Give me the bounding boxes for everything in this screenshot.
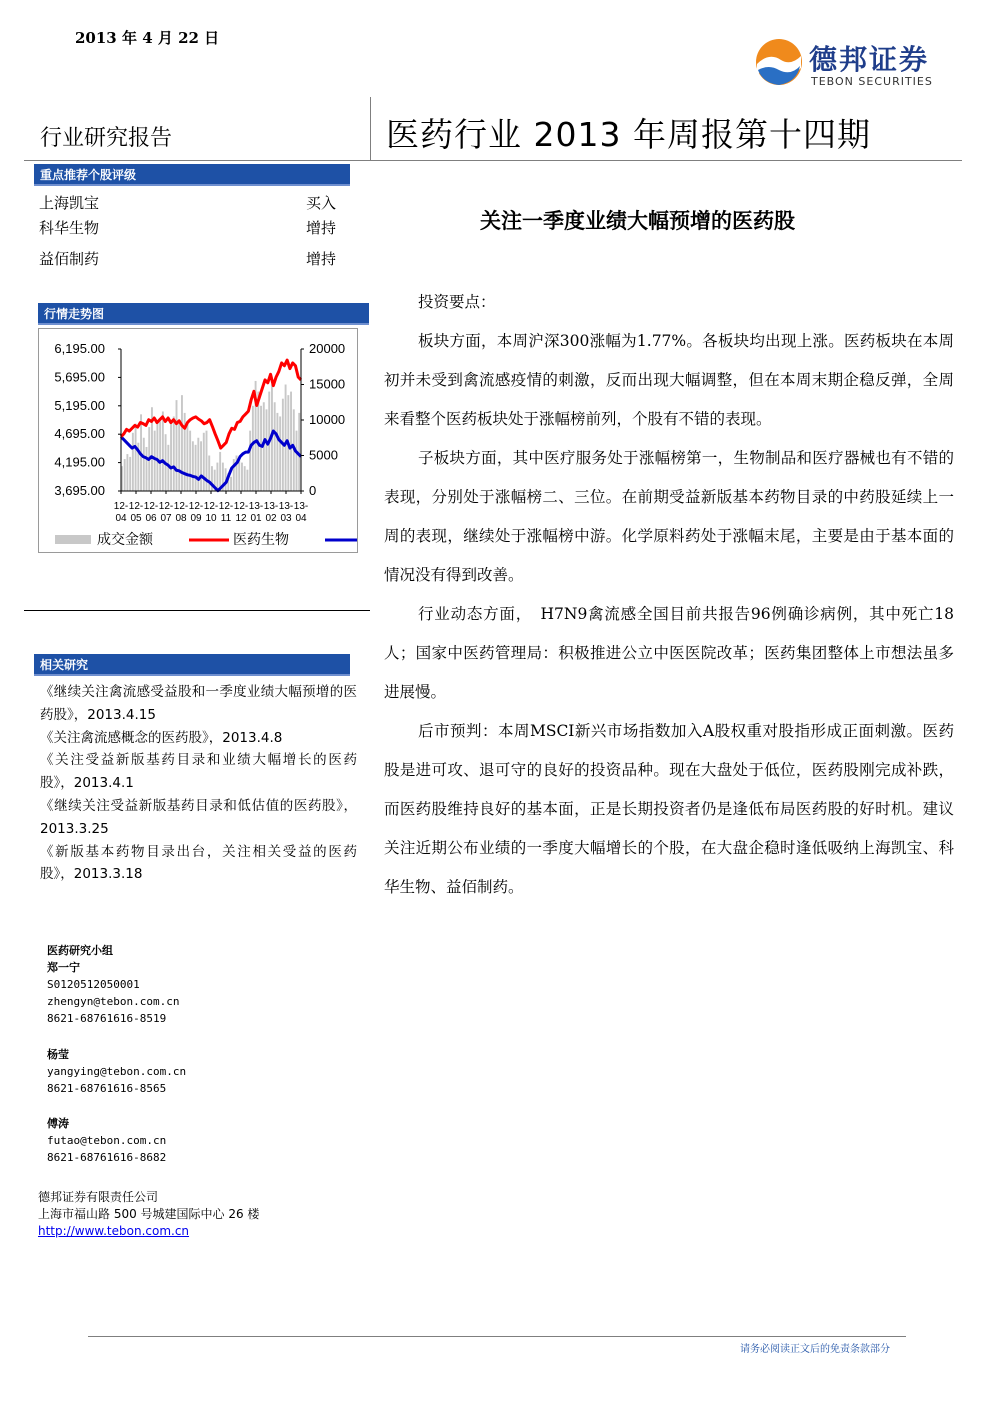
analyst-email: futao@tebon.com.cn [47, 1134, 167, 1147]
volume-bar [197, 438, 199, 491]
x-tick-label: 13- [278, 501, 294, 512]
section-divider [24, 610, 370, 611]
volume-bar [208, 456, 210, 492]
footer-disclaimer: 请务必阅读正文后的免责条款部分 [740, 1344, 890, 1355]
left-tick-label: 4,695.00 [54, 426, 105, 442]
volume-bar [135, 424, 137, 491]
x-tick-label: 12- [173, 501, 189, 512]
related-item: 《关注禽流感概念的医药股》，2013.4.8 [40, 729, 283, 746]
volume-bar [219, 452, 221, 491]
article-paragraph: 投资要点： [418, 293, 496, 311]
x-tick-label: 03 [280, 513, 292, 524]
stock-rating: 买入 [306, 194, 337, 212]
x-tick-label: 07 [160, 513, 172, 524]
analyst-email: zhengyn@tebon.com.cn [47, 995, 180, 1008]
x-tick-label: 01 [250, 513, 262, 524]
logo-text-en: TEBON SECURITIES [811, 75, 933, 88]
x-tick-label: 12- [218, 501, 234, 512]
x-tick-label: 02 [265, 513, 277, 524]
volume-bar [216, 463, 218, 491]
related-item: 《关注受益新版基药目录和业绩大幅增长的医药股》，2013.4.1 [40, 752, 357, 792]
x-tick-label: 12- [233, 501, 249, 512]
company-name: 德邦证券有限责任公司 [38, 1190, 159, 1204]
left-tick-label: 4,195.00 [54, 454, 105, 470]
analyst-license: S0120512050001 [47, 978, 140, 991]
trend-section-title: 行情走势图 [38, 303, 369, 325]
left-tick-label: 5,195.00 [54, 397, 105, 413]
volume-bar [246, 470, 248, 491]
volume-bar [274, 402, 276, 491]
x-tick-label: 04 [295, 513, 307, 524]
volume-bar [186, 422, 188, 491]
volume-bar [276, 413, 278, 491]
volume-bar [298, 413, 300, 491]
stock-name: 科华生物 [39, 219, 100, 237]
volume-bar [195, 445, 197, 491]
volume-bar [200, 441, 202, 491]
volume-bar [146, 447, 148, 491]
article-paragraph: 后市预判：本周MSCI新兴市场指数加入A股权重对股指形成正面刺激。医药股是进可攻、退可守的良好的投资品种。现在大盘处于低位，医药股刚完成补跌，而医药股维持良好的基本面，正是长期投资者仍是逢低布局医药股的好时机。建议关注近期公布业绩的一季度大幅增长的个股，在大盘企稳时逢低吸纳上海凯宝、科华生物、益佰制药。 [384, 722, 954, 896]
volume-bar [241, 463, 243, 491]
volume-bar [129, 457, 131, 491]
report-type: 行业研究报告 [40, 126, 173, 151]
x-tick-label: 06 [145, 513, 157, 524]
related-item: 《继续关注禽流感受益股和一季度业绩大幅预增的医药股》，2013.4.15 [40, 684, 357, 723]
article-subtitle: 关注一季度业绩大幅预增的医药股 [480, 208, 795, 233]
analyst-name: 杨莹 [47, 1048, 69, 1061]
stock-name: 益佰制药 [39, 250, 100, 268]
x-tick-label: 13- [263, 501, 279, 512]
volume-bar [173, 416, 175, 491]
volume-bar [285, 385, 287, 492]
analyst-email: yangying@tebon.com.cn [47, 1065, 187, 1078]
x-tick-label: 08 [175, 513, 187, 524]
analyst-phone: 8621-68761616-8519 [47, 1012, 167, 1025]
header-divider [24, 160, 962, 161]
article-paragraph: 子板块方面，其中医疗服务处于涨幅榜第一，生物制品和医疗器械也有不错的表现，分别处于涨幅榜二、三位。在前期受益新版基本药物目录的中药股延续上一周的表现，继续处于涨幅榜中游。化学原料药处于涨幅末尾，主要是由于基本面的情况没有得到改善。 [384, 449, 954, 584]
volume-bar [156, 420, 158, 491]
right-tick-label: 15000 [309, 376, 346, 392]
analyst-name: 郑一宁 [47, 961, 80, 974]
x-tick-label: 12 [235, 513, 247, 524]
x-tick-label: 12- [203, 501, 219, 512]
analyst-contact [47, 1115, 166, 1166]
logo-text-cn: 德邦证券 [809, 43, 930, 76]
trend-chart [38, 328, 358, 553]
volume-bar [178, 424, 180, 491]
volume-bar [189, 431, 191, 491]
company-address: 上海市福山路 500 号城建国际中心 26 楼 [38, 1207, 260, 1221]
analyst-phone: 8621-68761616-8565 [47, 1082, 167, 1095]
volume-bar [296, 431, 298, 491]
right-tick-label: 0 [309, 483, 317, 498]
volume-bar [203, 433, 205, 491]
x-tick-label: 11 [220, 513, 232, 524]
right-tick-label: 10000 [309, 412, 346, 427]
volume-bar [252, 406, 254, 491]
team-title: 医药研究小组 [47, 944, 113, 957]
x-tick-label: 12- [113, 501, 129, 512]
x-tick-label: 04 [115, 513, 127, 524]
volume-bar [124, 459, 126, 491]
volume-bar [279, 416, 281, 491]
volume-bar [230, 477, 232, 491]
x-tick-label: 10 [205, 513, 217, 524]
volume-bar [132, 433, 134, 491]
volume-bar [249, 431, 251, 491]
x-tick-label: 13- [293, 501, 309, 512]
x-tick-label: 12- [188, 501, 204, 512]
analyst-contact [47, 942, 179, 1027]
footer-divider [88, 1336, 906, 1337]
stock-rating: 增持 [306, 250, 337, 268]
volume-bar [162, 411, 164, 491]
volume-bar [290, 392, 292, 491]
volume-bar [159, 421, 161, 491]
volume-bar [260, 406, 262, 491]
volume-bar [238, 459, 240, 491]
volume-bar [266, 409, 268, 491]
analyst-name: 傅涛 [47, 1117, 69, 1130]
volume-bar [244, 466, 246, 491]
x-tick-label: 12- [158, 501, 174, 512]
recommend-section-title: 重点推荐个股评级 [34, 164, 350, 186]
article-paragraph: 行业动态方面， H7N9禽流感全国目前共报告96例确诊病例，其中死亡18人；国家中医药管理局：积极推进公立中医医院改革；医药集团整体上市想法虽多进展慢。 [384, 605, 954, 701]
left-tick-label: 3,695.00 [54, 483, 105, 498]
related-item: 《继续关注受益新版基药目录和低估值的医药股》，2013.3.25 [40, 797, 357, 837]
trend-chart-svg [39, 329, 357, 552]
tebon-logo [755, 38, 955, 94]
volume-bar [181, 395, 183, 491]
volume-bar [154, 431, 156, 491]
related-section-title: 相关研究 [34, 654, 350, 676]
x-tick-label: 12- [128, 501, 144, 512]
x-tick-label: 09 [190, 513, 202, 524]
recommend-row [39, 217, 339, 239]
analyst-phone: 8621-68761616-8682 [47, 1151, 167, 1164]
company-website-link[interactable]: http://www.tebon.com.cn [38, 1224, 190, 1238]
report-date: 2013 年 4 月 22 日 [75, 29, 220, 47]
header-divider-vertical [370, 97, 371, 160]
left-tick-label: 6,195.00 [54, 341, 105, 356]
legend-label: 成交金额 [97, 531, 153, 547]
recommend-row [39, 248, 339, 270]
company-info [38, 1189, 259, 1240]
volume-bar [192, 441, 194, 491]
related-research-list [40, 681, 357, 886]
legend-label: 医药生物 [233, 531, 289, 547]
analyst-contact [47, 1046, 186, 1097]
article-paragraph: 板块方面，本周沪深300涨幅为1.77%。各板块均出现上涨。医药板块在本周初并未受到禽流感疫情的刺激，反而出现大幅调整，但在本周末期企稳反弹，全周来看整个医药板块处于涨幅榜前列，个股有不错的表现。 [384, 332, 954, 428]
stock-name: 上海凯宝 [39, 194, 100, 212]
volume-bar [126, 454, 128, 491]
x-tick-label: 13- [248, 501, 264, 512]
stock-rating: 增持 [306, 219, 337, 237]
page-title: 医药行业 2013 年周报第十四期 [386, 115, 871, 154]
article-body [384, 283, 954, 907]
x-tick-label: 05 [130, 513, 142, 524]
x-tick-label: 12- [143, 501, 159, 512]
right-tick-label: 20000 [309, 341, 346, 356]
legend-swatch-volume [55, 535, 91, 544]
tebon-logo-icon [755, 38, 803, 86]
related-item: 《新版基本药物目录出台，关注相关受益的医药股》，2013.3.18 [40, 843, 357, 883]
volume-bar [170, 424, 172, 491]
right-tick-label: 5000 [309, 447, 338, 463]
left-tick-label: 5,695.00 [54, 369, 105, 385]
volume-bar [143, 438, 145, 491]
volume-bar [176, 400, 178, 491]
recommend-row [39, 192, 339, 214]
